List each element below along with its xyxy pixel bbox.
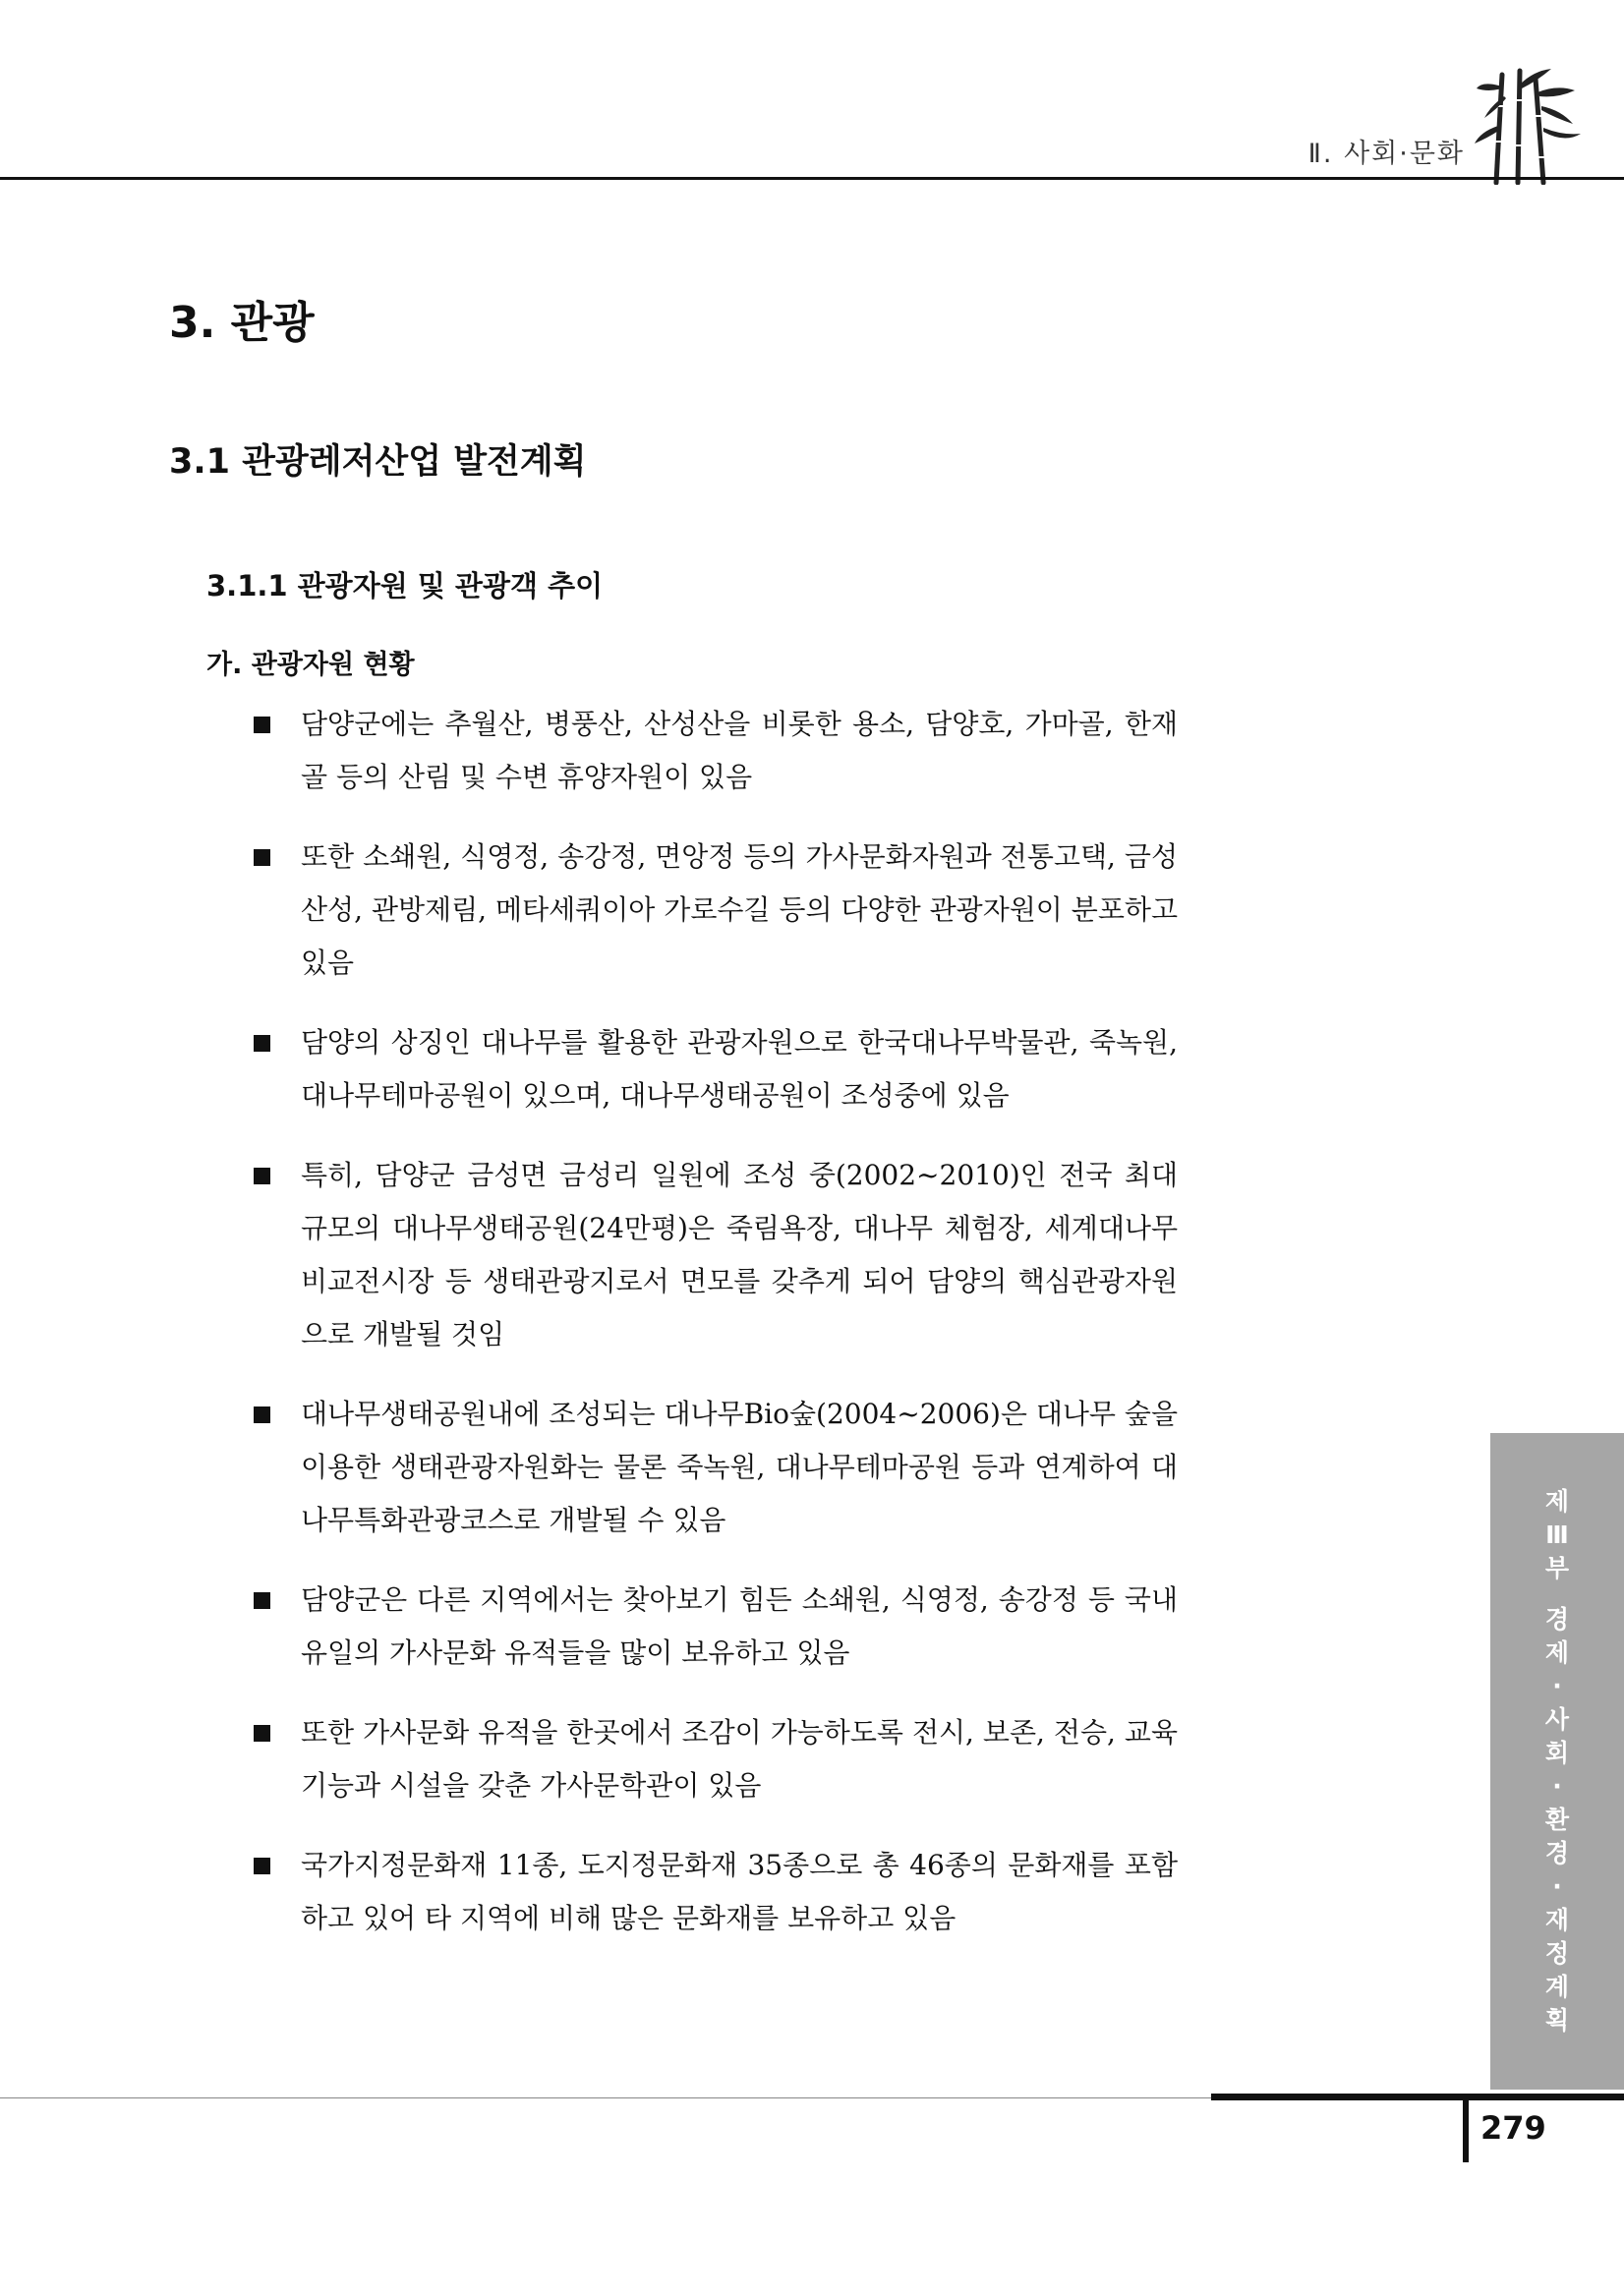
side-tab-char: ·	[1552, 1772, 1562, 1801]
square-bullet-icon	[254, 1035, 270, 1052]
chapter-heading: 3. 관광	[169, 298, 315, 348]
list-item	[254, 1706, 1178, 1812]
side-tab-char: 부	[1544, 1554, 1570, 1582]
side-tab-char: Ⅲ	[1545, 1521, 1569, 1549]
section-heading: 3.1 관광레저산업 발전계획	[169, 442, 587, 482]
side-tab-char: 사	[1544, 1705, 1570, 1734]
footer-rule-thick	[1211, 2094, 1624, 2100]
side-tab-char: 재	[1544, 1906, 1570, 1934]
side-tab-char: 경	[1544, 1839, 1570, 1867]
side-tab-char: 환	[1544, 1806, 1570, 1834]
list-item	[254, 698, 1178, 804]
subsection-heading: 3.1.1 관광자원 및 관광객 추이	[206, 569, 604, 603]
side-tab-char: 회	[1544, 1739, 1570, 1767]
side-tab-char: 제	[1544, 1638, 1570, 1667]
side-tab-char: 제	[1544, 1487, 1570, 1516]
square-bullet-icon	[254, 849, 270, 866]
side-tab-char: 경	[1544, 1605, 1570, 1634]
side-tab-char: 계	[1544, 1973, 1570, 2001]
side-tab-char: 정	[1544, 1939, 1570, 1968]
list-item	[254, 1839, 1178, 1945]
page-number-bar	[1463, 2097, 1469, 2162]
list-item	[254, 1388, 1178, 1547]
bullet-text: 담양의 상징인 대나무를 활용한 관광자원으로 한국대나무박물관, 죽녹원, 대나무테마공원이 있으며, 대나무생태공원이 조성중에 있음	[301, 1026, 1178, 1112]
bullet-list	[254, 698, 1178, 1972]
bullet-text: 국가지정문화재 11종, 도지정문화재 35종으로 총 46종의 문화재를 포함하고 있어 타 지역에 비해 많은 문화재를 보유하고 있음	[301, 1849, 1178, 1934]
bullet-text: 대나무생태공원내에 조성되는 대나무Bio숲(2004~2006)은 대나무 숲을 이용한 생태관광자원화는 물론 죽녹원, 대나무테마공원 등과 연계하여 대나무특화관광코스로 개발될 수 있음	[301, 1398, 1178, 1536]
side-tab-char: ·	[1552, 1872, 1562, 1901]
side-tab-char: ·	[1552, 1672, 1562, 1700]
square-bullet-icon	[254, 717, 270, 733]
item-heading: 가. 관광자원 현황	[206, 650, 415, 680]
square-bullet-icon	[254, 1725, 270, 1742]
side-tab-char: 획	[1544, 2006, 1570, 2035]
header-section-title: Ⅱ. 사회·문화	[1307, 139, 1465, 169]
bullet-text: 또한 소쇄원, 식영정, 송강정, 면앙정 등의 가사문화자원과 전통고택, 금성산성, 관방제림, 메타세쿼이아 가로수길 등의 다양한 관광자원이 분포하고 있음	[301, 840, 1178, 979]
square-bullet-icon	[254, 1168, 270, 1184]
side-chapter-tab	[1490, 1433, 1624, 2090]
list-item	[254, 1016, 1178, 1122]
bullet-text: 담양군은 다른 지역에서는 찾아보기 힘든 소쇄원, 식영정, 송강정 등 국내 유일의 가사문화 유적들을 많이 보유하고 있음	[301, 1583, 1178, 1669]
bamboo-icon	[1475, 67, 1585, 185]
bullet-text: 특히, 담양군 금성면 금성리 일원에 조성 중(2002~2010)인 전국 최대 규모의 대나무생태공원(24만평)은 죽림욕장, 대나무 체험장, 세계대나무비교전시장 등 생태관광지로서 면모를 갖추게 되어 담양의 핵심관광자원으로 개발될 것임	[301, 1159, 1178, 1350]
bullet-text: 또한 가사문화 유적을 한곳에서 조감이 가능하도록 전시, 보존, 전승, 교육기능과 시설을 갖춘 가사문학관이 있음	[301, 1716, 1178, 1802]
bullet-text: 담양군에는 추월산, 병풍산, 산성산을 비롯한 용소, 담양호, 가마골, 한재골 등의 산림 및 수변 휴양자원이 있음	[301, 708, 1178, 793]
square-bullet-icon	[254, 1858, 270, 1874]
header-rule	[0, 177, 1624, 180]
square-bullet-icon	[254, 1592, 270, 1609]
square-bullet-icon	[254, 1406, 270, 1423]
list-item	[254, 831, 1178, 990]
list-item	[254, 1149, 1178, 1361]
page-number: 279	[1480, 2109, 1546, 2147]
list-item	[254, 1574, 1178, 1680]
